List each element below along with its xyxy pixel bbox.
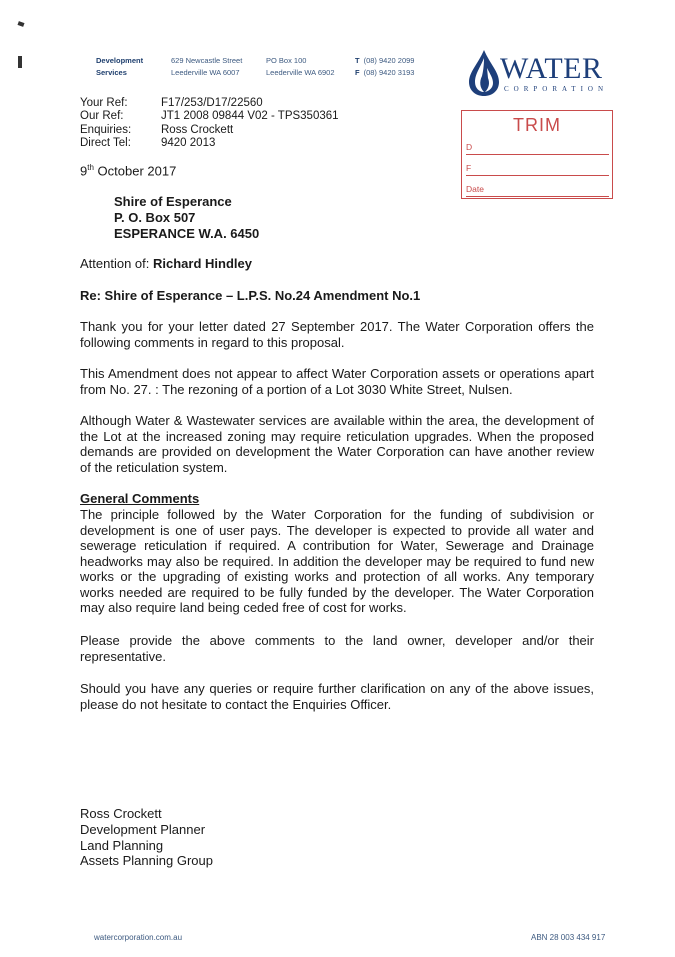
po-box-line-2: Leederville WA 6902: [266, 68, 335, 77]
letterhead-department: [96, 55, 143, 79]
binder-hole-mark: [17, 21, 24, 27]
reference-value: Ross Crockett: [161, 123, 234, 136]
general-comments-heading: General Comments: [80, 491, 200, 506]
footer-website: watercorporation.com.au: [94, 933, 183, 942]
recipient-line-2: P. O. Box 507: [114, 210, 196, 225]
logo-subtitle: CORPORATION: [504, 85, 609, 93]
paragraph-services: Although Water & Wastewater services are available within the area, the development of the Lot at the increased zoning may require reticulation upgrades. When the proposed demands are provided on development the Water Corporation can have another review of the reticulation system.: [80, 413, 594, 475]
paragraph-provide-comments: Please provide the above comments to the land owner, developer and/or their representative.: [80, 633, 594, 664]
department-line-2: Services: [96, 68, 127, 77]
phone-number: (08) 9420 2099: [363, 56, 415, 65]
paragraph-thank-you: Thank you for your letter dated 27 September 2017. The Water Corporation offers the following comments in regard to this proposal.: [80, 319, 594, 350]
water-drop-icon: [466, 48, 502, 98]
trim-stamp-line-date: Date: [466, 182, 609, 197]
subject-line: Re: Shire of Esperance – L.P.S. No.24 Amendment No.1: [80, 288, 421, 303]
signatory-group: Assets Planning Group: [80, 853, 213, 869]
paragraph-amendment: This Amendment does not appear to affect Water Corporation assets or operations apart from No. 27. : The rezoning of a portion of a Lot 3030 White Street, Nulsen.: [80, 366, 594, 397]
reference-key: Your Ref:: [80, 97, 128, 109]
reference-value: F17/253/D17/22560: [161, 97, 263, 109]
trim-stamp-line-f: F: [466, 161, 609, 176]
recipient-address: [114, 194, 259, 242]
phone-label: T: [355, 56, 360, 65]
signatory-title: Development Planner: [80, 821, 206, 837]
reference-value: 9420 2013: [161, 137, 216, 150]
fax-label: F: [355, 68, 360, 77]
signatory-section: Land Planning: [80, 837, 164, 853]
footer-abn: ABN 28 003 434 917: [531, 933, 606, 942]
letterhead-contact: [355, 55, 414, 79]
attention-line: [80, 256, 252, 271]
recipient-line-1: Shire of Esperance: [114, 194, 232, 209]
date-day: 9: [80, 163, 88, 179]
po-box-line-1: PO Box 100: [266, 56, 307, 65]
signature-block: [80, 806, 213, 869]
reference-key: Direct Tel:: [80, 137, 131, 150]
trim-stamp-line-d: D: [466, 140, 609, 155]
recipient-line-3: ESPERANCE W.A. 6450: [114, 226, 260, 241]
attention-label: Attention of:: [80, 256, 150, 271]
letterhead-street-address: [171, 55, 242, 79]
attention-name: Richard Hindley: [153, 256, 252, 271]
trim-stamp: [461, 110, 613, 199]
signatory-name: Ross Crockett: [80, 806, 162, 821]
logo-wordmark: WATER: [500, 52, 603, 85]
reference-block: [80, 97, 380, 153]
paragraph-queries: Should you have any queries or require further clarification on any of the above issues, please do not hesitate to contact the Enquiries Officer.: [80, 681, 594, 712]
street-address-line-2: Leederville WA 6007: [171, 68, 240, 77]
date-suffix: th: [87, 163, 94, 172]
date-month-year: October 2017: [97, 163, 177, 179]
letter-date: [80, 163, 176, 178]
binder-hole-mark: [18, 56, 22, 68]
reference-key: Our Ref:: [80, 110, 124, 123]
reference-value: JT1 2008 09844 V02 - TPS350361: [161, 110, 339, 123]
department-line-1: Development: [96, 56, 144, 65]
paragraph-user-pays: The principle followed by the Water Corporation for the funding of subdivision or development is one of user pays. The developer is expected to provide all water and sewerage reticulation if required. A contribution for Water, Sewerage and Drainage headworks may also be required. In addition the developer may be required to fund new works or the upgrading of existing works and protection of all works. Any temporary works needed are required to be fully funded by the developer. The Water Corporation may also require land being ceded free of cost for works.: [80, 507, 594, 615]
letterhead-po-box: [266, 55, 335, 79]
street-address-line-1: 629 Newcastle Street: [171, 56, 243, 65]
trim-stamp-title: TRIM: [513, 115, 561, 135]
fax-number: (08) 9420 3193: [363, 68, 415, 77]
reference-key: Enquiries:: [80, 123, 132, 136]
water-corporation-logo: [466, 48, 616, 98]
